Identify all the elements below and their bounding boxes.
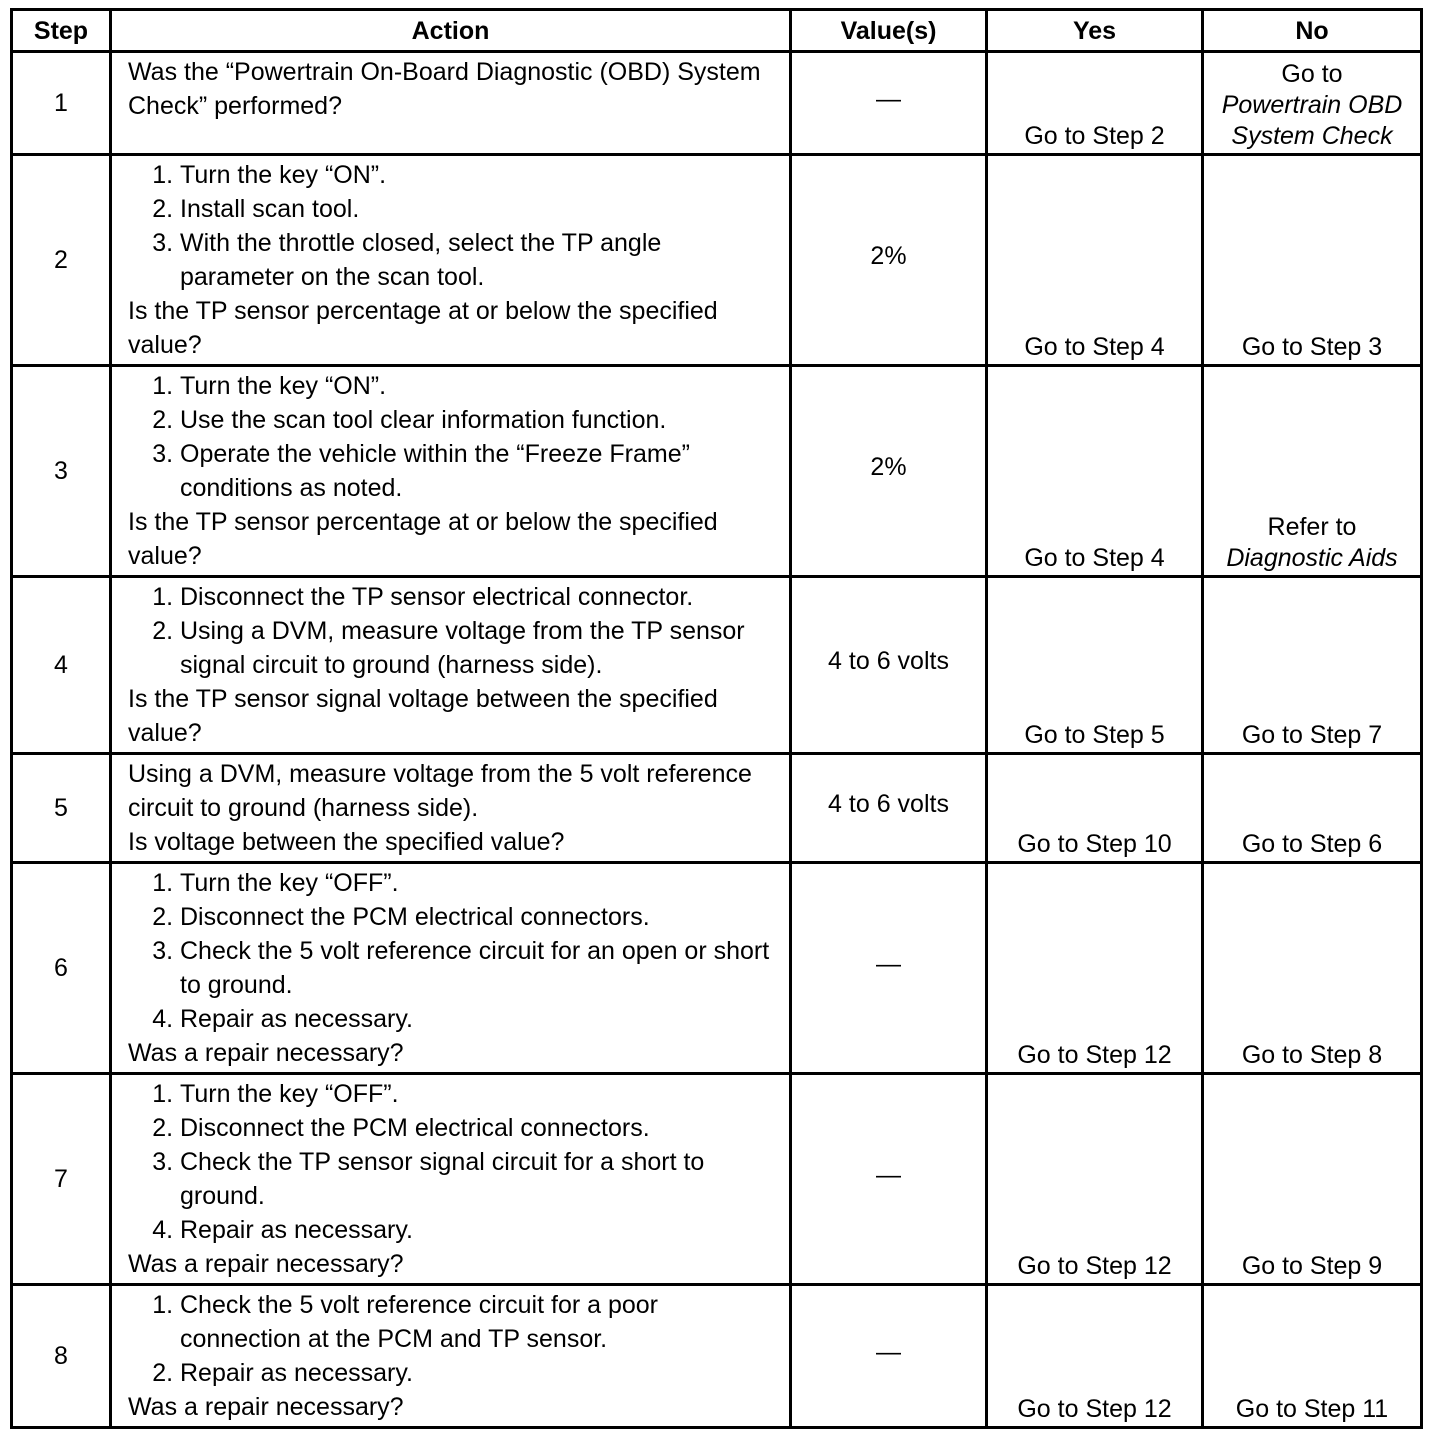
no-outcome (1203, 155, 1422, 366)
action-step: 1. Turn the key “ON”. (180, 369, 779, 403)
value-cell (791, 366, 987, 577)
table-row (12, 52, 1422, 155)
table-row (12, 155, 1422, 366)
action-lead: Using a DVM, measure voltage from the 5 volt reference circuit to ground (harness side). (128, 760, 752, 822)
action-lead: Was the “Powertrain On-Board Diagnostic (OBD) System Check” performed? (128, 58, 761, 120)
action-question: Is the TP sensor percentage at or below the specified value? (128, 508, 718, 570)
yes-outcome: Go to Step 12 (987, 1074, 1203, 1285)
yes-outcome: Go to Step 12 (987, 1285, 1203, 1428)
yes-outcome: Go to Step 10 (987, 754, 1203, 863)
table-row (12, 1285, 1422, 1428)
action-cell (111, 52, 791, 155)
no-text: Go to Step 9 (1241, 1252, 1383, 1280)
action-step: 2. Disconnect the PCM electrical connectors. (180, 1111, 779, 1145)
no-reference: Diagnostic Aids (1226, 544, 1398, 572)
value-cell (791, 1074, 987, 1285)
no-text: Go to Step 3 (1241, 333, 1383, 361)
table-row (12, 754, 1422, 863)
action-step: 2. Install scan tool. (180, 192, 779, 226)
value-text: — (876, 950, 901, 978)
action-step: 2. Use the scan tool clear information function. (180, 403, 779, 437)
header-row (12, 10, 1422, 52)
action-question: Is the TP sensor signal voltage between the specified value? (128, 685, 718, 747)
no-outcome (1203, 1285, 1422, 1428)
action-step: 2. Using a DVM, measure voltage from the TP sensor signal circuit to ground (harness side). (180, 614, 779, 682)
value-text: — (876, 1161, 901, 1189)
action-question: Was a repair necessary? (128, 1250, 404, 1278)
value-cell (791, 155, 987, 366)
no-outcome (1203, 1074, 1422, 1285)
action-question: Was a repair necessary? (128, 1039, 404, 1067)
step-number: 6 (12, 863, 111, 1074)
action-step: 1. Turn the key “ON”. (180, 158, 779, 192)
yes-outcome: Go to Step 2 (987, 52, 1203, 155)
action-steps-list (128, 580, 779, 682)
table-row (12, 1074, 1422, 1285)
action-steps-list (128, 369, 779, 505)
no-text: Refer to (1267, 513, 1357, 541)
value-cell (791, 52, 987, 155)
value-text: 4 to 6 volts (828, 790, 949, 818)
no-outcome (1203, 52, 1422, 155)
no-text: Go to (1281, 60, 1343, 88)
no-reference: Powertrain OBD (1221, 91, 1403, 119)
action-step: 4. Repair as necessary. (180, 1002, 779, 1036)
yes-outcome: Go to Step 4 (987, 155, 1203, 366)
action-cell (111, 366, 791, 577)
step-number: 5 (12, 754, 111, 863)
action-step: 1. Turn the key “OFF”. (180, 866, 779, 900)
table-body (12, 52, 1422, 1428)
action-step: 1. Disconnect the TP sensor electrical connector. (180, 580, 779, 614)
step-number: 7 (12, 1074, 111, 1285)
value-text: — (876, 1338, 901, 1366)
value-text: 4 to 6 volts (828, 647, 949, 675)
action-step: 2. Disconnect the PCM electrical connectors. (180, 900, 779, 934)
value-cell (791, 577, 987, 754)
value-text: 2% (870, 453, 907, 481)
table-row (12, 577, 1422, 754)
no-outcome (1203, 577, 1422, 754)
yes-outcome: Go to Step 5 (987, 577, 1203, 754)
yes-outcome: Go to Step 4 (987, 366, 1203, 577)
action-step: 3. Check the TP sensor signal circuit for a short to ground. (180, 1145, 779, 1213)
action-cell (111, 155, 791, 366)
value-cell (791, 754, 987, 863)
action-step: 2. Repair as necessary. (180, 1356, 779, 1390)
action-question: Is voltage between the specified value? (128, 828, 565, 856)
action-step: 1. Check the 5 volt reference circuit for a poor connection at the PCM and TP sensor. (180, 1288, 779, 1356)
action-step: 3. Check the 5 volt reference circuit for an open or short to ground. (180, 934, 779, 1002)
step-number: 3 (12, 366, 111, 577)
step-number: 8 (12, 1285, 111, 1428)
action-cell (111, 754, 791, 863)
no-outcome (1203, 366, 1422, 577)
header-no: No (1203, 10, 1422, 52)
header-step: Step (12, 10, 111, 52)
value-cell (791, 1285, 987, 1428)
action-steps-list (128, 1077, 779, 1247)
action-question: Was a repair necessary? (128, 1393, 404, 1421)
action-cell (111, 1285, 791, 1428)
no-text: Go to Step 8 (1241, 1041, 1383, 1069)
no-text: Go to Step 7 (1241, 721, 1383, 749)
step-number: 2 (12, 155, 111, 366)
action-cell (111, 577, 791, 754)
header-action: Action (111, 10, 791, 52)
table-row (12, 366, 1422, 577)
action-step: 3. Operate the vehicle within the “Freeze Frame” conditions as noted. (180, 437, 779, 505)
no-text: Go to Step 6 (1241, 830, 1383, 858)
value-text: — (876, 85, 901, 113)
action-step: 4. Repair as necessary. (180, 1213, 779, 1247)
table-row (12, 863, 1422, 1074)
yes-outcome: Go to Step 12 (987, 863, 1203, 1074)
no-reference: System Check (1231, 122, 1393, 150)
action-steps-list (128, 158, 779, 294)
step-number: 1 (12, 52, 111, 155)
value-text: 2% (870, 242, 907, 270)
header-values: Value(s) (791, 10, 987, 52)
action-steps-list (128, 866, 779, 1036)
no-outcome (1203, 863, 1422, 1074)
action-step: 1. Turn the key “OFF”. (180, 1077, 779, 1111)
action-cell (111, 863, 791, 1074)
no-outcome (1203, 754, 1422, 863)
value-cell (791, 863, 987, 1074)
action-steps-list (128, 1288, 779, 1390)
no-text: Go to Step 11 (1235, 1395, 1389, 1423)
diagnostic-table (10, 8, 1423, 1429)
step-number: 4 (12, 577, 111, 754)
action-cell (111, 1074, 791, 1285)
header-yes: Yes (987, 10, 1203, 52)
action-question: Is the TP sensor percentage at or below the specified value? (128, 297, 718, 359)
action-step: 3. With the throttle closed, select the TP angle parameter on the scan tool. (180, 226, 779, 294)
